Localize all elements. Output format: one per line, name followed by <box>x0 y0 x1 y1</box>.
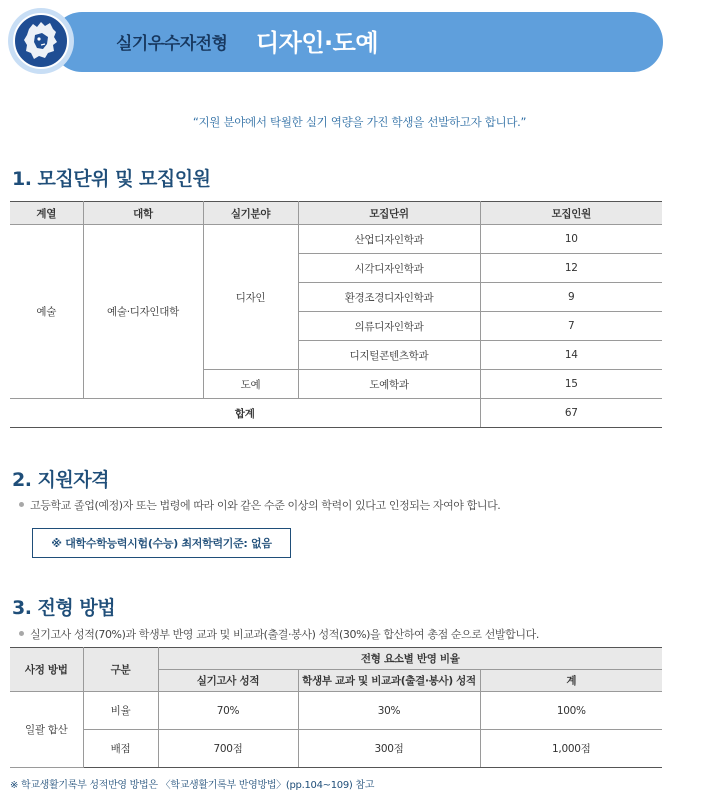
series-cell: 예술 <box>10 225 83 399</box>
col-header-ratio-group: 전형 요소별 반영 비율 <box>158 648 662 670</box>
footnote: ※ 학교생활기록부 성적반영 방법은 〈학교생활기록부 반영방법〉(pp.104~109) 참고 <box>10 780 375 791</box>
motto-text: “지원 분야에서 탁월한 실기 역량을 가진 학생을 선발하고자 합니다.” <box>192 115 527 129</box>
recruitment-table <box>10 201 662 428</box>
col-header-field: 실기분야 <box>203 202 298 225</box>
count-cell: 9 <box>480 283 662 312</box>
logo-ring <box>8 8 74 74</box>
col-header-practical: 실기고사 성적 <box>158 670 298 692</box>
section3-title: 3. 전형 방법 <box>12 597 116 619</box>
total-row <box>10 399 662 428</box>
row-label: 배점 <box>83 730 158 768</box>
unit-cell: 산업디자인학과 <box>298 225 480 254</box>
section1-title: 1. 모집단위 및 모집인원 <box>12 168 211 190</box>
count-cell: 15 <box>480 370 662 399</box>
selection-method-text: 실기고사 성적(70%)과 학생부 반영 교과 및 비교과(출결·봉사) 성적(30%)을 합산하여 총점 순으로 선발합니다. <box>30 628 539 641</box>
section2-title: 2. 지원자격 <box>12 469 109 491</box>
csat-notice-box: ※ 대학수학능력시험(수능) 최저학력기준: 없음 <box>32 528 291 558</box>
col-header-college: 대학 <box>83 202 203 225</box>
value-cell: 100% <box>480 692 662 730</box>
total-value: 67 <box>480 399 662 428</box>
header-banner <box>8 8 663 78</box>
table-row <box>10 692 662 730</box>
col-header-category: 구분 <box>83 648 158 692</box>
count-cell: 14 <box>480 341 662 370</box>
table-header-row <box>10 648 662 670</box>
unit-cell: 도예학과 <box>298 370 480 399</box>
row-label: 비율 <box>83 692 158 730</box>
table-header-row <box>10 202 662 225</box>
selection-table <box>10 647 662 768</box>
table-row <box>10 225 662 254</box>
value-cell: 1,000점 <box>480 730 662 768</box>
total-label: 합계 <box>10 399 480 428</box>
field-cell-design: 디자인 <box>203 225 298 370</box>
col-header-unit: 모집단위 <box>298 202 480 225</box>
value-cell: 300점 <box>298 730 480 768</box>
eligibility-text: 고등학교 졸업(예정)자 또는 법령에 따라 이와 같은 수준 이상의 학력이 있다고 인정되는 자여야 합니다. <box>30 499 501 512</box>
count-cell: 7 <box>480 312 662 341</box>
table-row <box>10 730 662 768</box>
method-cell: 일괄 합산 <box>10 692 83 768</box>
page-title: 디자인·도예 <box>256 29 379 57</box>
col-header-method: 사정 방법 <box>10 648 83 692</box>
count-cell: 12 <box>480 254 662 283</box>
unit-cell: 환경조경디자인학과 <box>298 283 480 312</box>
count-cell: 10 <box>480 225 662 254</box>
col-header-total: 계 <box>480 670 662 692</box>
unit-cell: 디지털콘텐츠학과 <box>298 341 480 370</box>
unit-cell: 시각디자인학과 <box>298 254 480 283</box>
admission-type-label: 실기우수자전형 <box>116 34 228 54</box>
unit-cell: 의류디자인학과 <box>298 312 480 341</box>
lion-head-emblem-icon <box>13 13 69 69</box>
college-cell: 예술·디자인대학 <box>83 225 203 399</box>
col-header-series: 계열 <box>10 202 83 225</box>
col-header-record: 학생부 교과 및 비교과(출결·봉사) 성적 <box>298 670 480 692</box>
value-cell: 700점 <box>158 730 298 768</box>
field-cell-ceramics: 도예 <box>203 370 298 399</box>
col-header-count: 모집인원 <box>480 202 662 225</box>
value-cell: 70% <box>158 692 298 730</box>
value-cell: 30% <box>298 692 480 730</box>
